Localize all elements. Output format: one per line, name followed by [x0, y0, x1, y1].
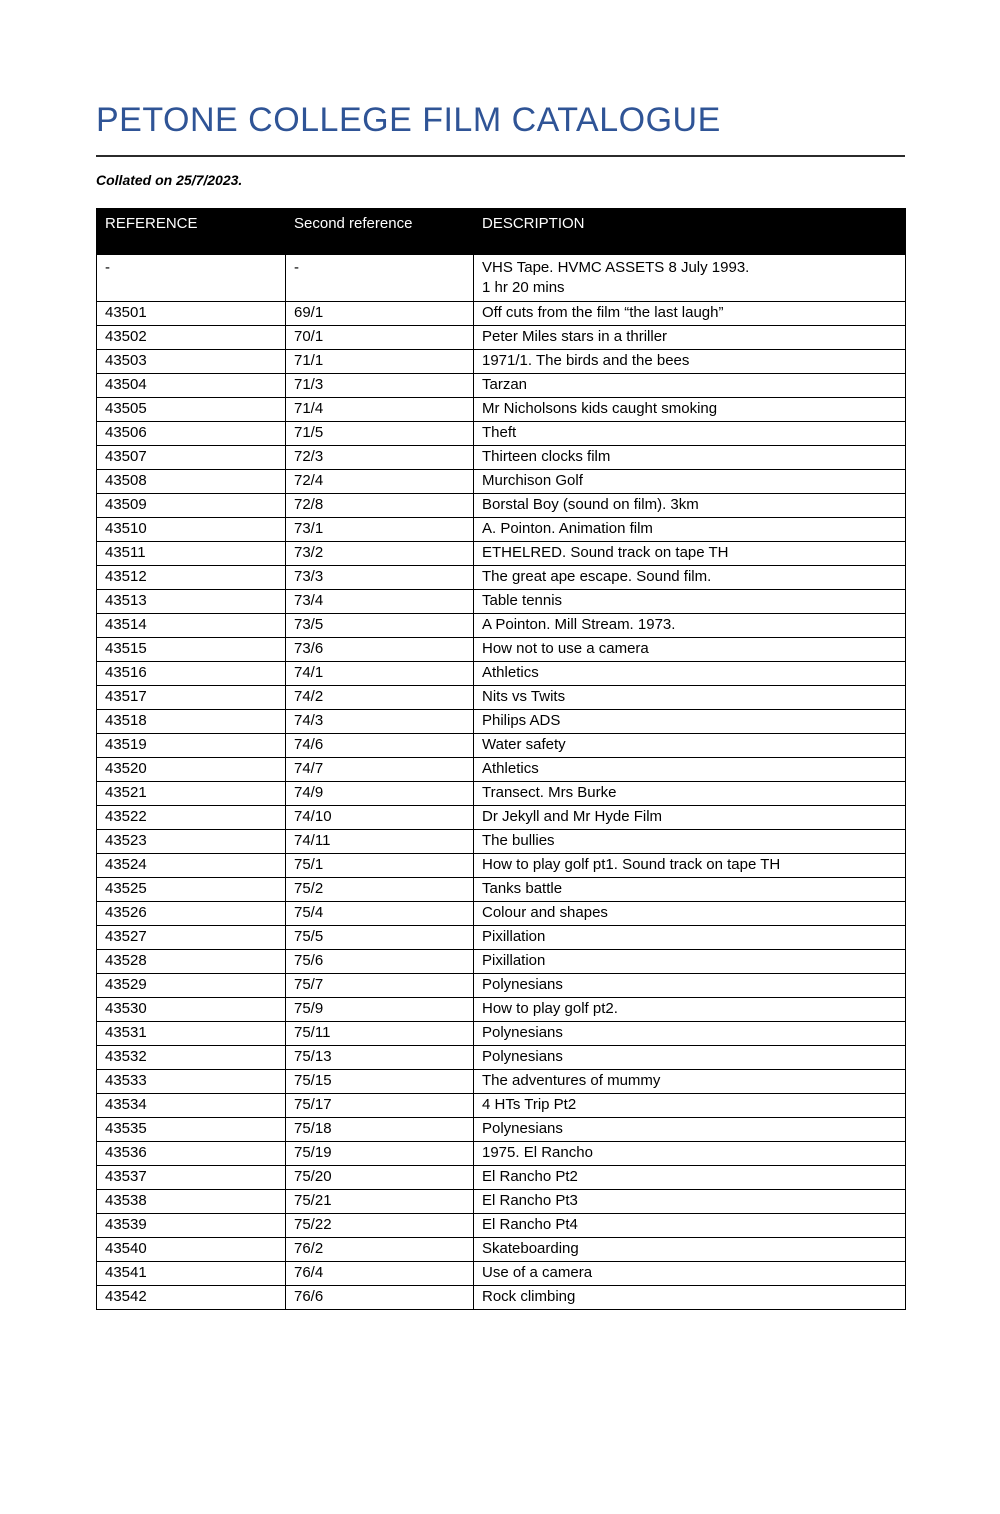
cell-reference: 43529: [97, 973, 286, 997]
cell-description: [474, 349, 906, 373]
cell-description: [474, 757, 906, 781]
table-row: [97, 1261, 906, 1285]
page-title: PETONE COLLEGE FILM CATALOGUE: [96, 100, 905, 157]
table-row: [97, 973, 906, 997]
cell-second-reference: 73/6: [286, 637, 474, 661]
cell-reference: 43526: [97, 901, 286, 925]
cell-second-reference: 75/6: [286, 949, 474, 973]
table-row: [97, 349, 906, 373]
document-page: [0, 100, 1000, 1310]
cell-second-reference: 74/10: [286, 805, 474, 829]
table-row: [97, 397, 906, 421]
cell-description: [474, 925, 906, 949]
table-row: [97, 997, 906, 1021]
table-row: [97, 757, 906, 781]
cell-second-reference: 75/5: [286, 925, 474, 949]
cell-description: [474, 1093, 906, 1117]
description-line: Murchison Golf: [482, 471, 583, 489]
table-row: [97, 1237, 906, 1261]
cell-description: [474, 901, 906, 925]
description-line: Thirteen clocks film: [482, 447, 611, 465]
cell-second-reference: 74/3: [286, 709, 474, 733]
table-row: [97, 613, 906, 637]
cell-second-reference: 75/4: [286, 901, 474, 925]
table-row: [97, 829, 906, 853]
cell-reference: 43538: [97, 1189, 286, 1213]
cell-reference: -: [97, 254, 286, 301]
cell-reference: 43525: [97, 877, 286, 901]
cell-reference: 43514: [97, 613, 286, 637]
description-line: ETHELRED. Sound track on tape TH: [482, 543, 729, 561]
cell-second-reference: 71/5: [286, 421, 474, 445]
catalogue-table: [96, 208, 906, 1310]
cell-description: [474, 1021, 906, 1045]
cell-second-reference: 72/4: [286, 469, 474, 493]
cell-reference: 43502: [97, 325, 286, 349]
description-line: A. Pointon. Animation film: [482, 519, 653, 537]
description-line: How to play golf pt2.: [482, 999, 618, 1017]
cell-reference: 43532: [97, 1045, 286, 1069]
description-line: Table tennis: [482, 591, 563, 609]
description-line: Athletics: [482, 759, 539, 777]
cell-second-reference: 73/5: [286, 613, 474, 637]
table-row: [97, 925, 906, 949]
cell-description: [474, 973, 906, 997]
cell-second-reference: 75/11: [286, 1021, 474, 1045]
description-line: 1971/1. The birds and the bees: [482, 351, 690, 369]
description-line: Skateboarding: [482, 1239, 579, 1257]
table-row: [97, 901, 906, 925]
table-row: [97, 589, 906, 613]
table-row: [97, 949, 906, 973]
cell-description: [474, 709, 906, 733]
description-line: 1 hr 20 mins: [482, 278, 565, 296]
description-line: Polynesians: [482, 1023, 563, 1041]
cell-description: [474, 301, 906, 325]
cell-second-reference: 75/17: [286, 1093, 474, 1117]
cell-second-reference: 72/8: [286, 493, 474, 517]
table-row: [97, 1213, 906, 1237]
description-line: The bullies: [482, 831, 555, 849]
catalogue-table-body: [97, 254, 906, 1309]
description-line: Pixillation: [482, 927, 546, 945]
cell-reference: 43535: [97, 1117, 286, 1141]
cell-reference: 43527: [97, 925, 286, 949]
description-line: Theft: [482, 423, 517, 441]
description-line: Peter Miles stars in a thriller: [482, 327, 668, 345]
table-row: [97, 1045, 906, 1069]
cell-reference: 43528: [97, 949, 286, 973]
description-line: Water safety: [482, 735, 566, 753]
table-row: [97, 637, 906, 661]
cell-description: [474, 949, 906, 973]
cell-description: [474, 254, 906, 301]
cell-second-reference: 75/1: [286, 853, 474, 877]
cell-second-reference: 73/2: [286, 541, 474, 565]
cell-second-reference: 75/18: [286, 1117, 474, 1141]
cell-reference: 43520: [97, 757, 286, 781]
cell-description: [474, 1261, 906, 1285]
table-row: [97, 541, 906, 565]
column-header-second-reference: Second reference: [286, 208, 474, 254]
cell-second-reference: 75/2: [286, 877, 474, 901]
cell-reference: 43523: [97, 829, 286, 853]
cell-second-reference: 74/7: [286, 757, 474, 781]
cell-reference: 43540: [97, 1237, 286, 1261]
table-row: [97, 1165, 906, 1189]
cell-second-reference: 76/2: [286, 1237, 474, 1261]
description-line: Tanks battle: [482, 879, 563, 897]
cell-reference: 43510: [97, 517, 286, 541]
table-row: [97, 1021, 906, 1045]
table-row: [97, 565, 906, 589]
cell-second-reference: 75/13: [286, 1045, 474, 1069]
description-line: Off cuts from the film “the last laugh”: [482, 303, 724, 321]
cell-second-reference: 71/4: [286, 397, 474, 421]
description-line: El Rancho Pt2: [482, 1167, 578, 1185]
description-line: El Rancho Pt3: [482, 1191, 578, 1209]
table-row: [97, 445, 906, 469]
table-row: [97, 469, 906, 493]
description-line: Athletics: [482, 663, 539, 681]
cell-reference: 43534: [97, 1093, 286, 1117]
table-row: [97, 373, 906, 397]
cell-reference: 43533: [97, 1069, 286, 1093]
cell-reference: 43518: [97, 709, 286, 733]
cell-reference: 43537: [97, 1165, 286, 1189]
cell-description: [474, 1045, 906, 1069]
column-header-reference: REFERENCE: [97, 208, 286, 254]
description-line: Use of a camera: [482, 1263, 593, 1281]
description-line: 1975. El Rancho: [482, 1143, 593, 1161]
cell-description: [474, 445, 906, 469]
cell-description: [474, 1285, 906, 1309]
cell-reference: 43509: [97, 493, 286, 517]
cell-description: [474, 469, 906, 493]
description-line: VHS Tape. HVMC ASSETS 8 July 1993.: [482, 258, 750, 276]
table-row: [97, 1069, 906, 1093]
table-row: [97, 661, 906, 685]
cell-description: [474, 517, 906, 541]
table-row: [97, 853, 906, 877]
table-row: [97, 805, 906, 829]
cell-reference: 43522: [97, 805, 286, 829]
cell-description: [474, 397, 906, 421]
description-line: Mr Nicholsons kids caught smoking: [482, 399, 718, 417]
cell-second-reference: 73/1: [286, 517, 474, 541]
cell-second-reference: 73/4: [286, 589, 474, 613]
cell-reference: 43501: [97, 301, 286, 325]
cell-second-reference: 75/7: [286, 973, 474, 997]
cell-description: [474, 1141, 906, 1165]
table-row: [97, 1141, 906, 1165]
table-row: [97, 301, 906, 325]
cell-reference: 43511: [97, 541, 286, 565]
table-row: [97, 685, 906, 709]
cell-reference: 43539: [97, 1213, 286, 1237]
cell-description: [474, 421, 906, 445]
table-row: [97, 781, 906, 805]
table-row: [97, 1093, 906, 1117]
cell-description: [474, 781, 906, 805]
cell-description: [474, 733, 906, 757]
cell-description: [474, 565, 906, 589]
cell-reference: 43512: [97, 565, 286, 589]
description-line: The great ape escape. Sound film.: [482, 567, 712, 585]
cell-second-reference: 74/9: [286, 781, 474, 805]
table-header-row: [97, 208, 906, 254]
cell-second-reference: 74/2: [286, 685, 474, 709]
cell-reference: 43504: [97, 373, 286, 397]
cell-reference: 43508: [97, 469, 286, 493]
table-row: [97, 421, 906, 445]
cell-second-reference: 75/15: [286, 1069, 474, 1093]
description-line: El Rancho Pt4: [482, 1215, 578, 1233]
cell-description: [474, 805, 906, 829]
cell-description: [474, 1117, 906, 1141]
cell-reference: 43513: [97, 589, 286, 613]
cell-reference: 43505: [97, 397, 286, 421]
table-row: [97, 733, 906, 757]
description-line: Philips ADS: [482, 711, 561, 729]
cell-description: [474, 853, 906, 877]
description-line: Pixillation: [482, 951, 546, 969]
collated-note: Collated on 25/7/2023.: [96, 171, 243, 188]
cell-description: [474, 829, 906, 853]
cell-second-reference: 76/4: [286, 1261, 474, 1285]
cell-second-reference: 75/9: [286, 997, 474, 1021]
cell-reference: 43503: [97, 349, 286, 373]
cell-second-reference: 75/20: [286, 1165, 474, 1189]
cell-second-reference: 71/3: [286, 373, 474, 397]
table-row: [97, 1285, 906, 1309]
cell-description: [474, 325, 906, 349]
description-line: The adventures of mummy: [482, 1071, 661, 1089]
table-row: [97, 325, 906, 349]
cell-reference: 43515: [97, 637, 286, 661]
cell-description: [474, 1189, 906, 1213]
cell-reference: 43531: [97, 1021, 286, 1045]
description-line: Polynesians: [482, 1047, 563, 1065]
cell-second-reference: 73/3: [286, 565, 474, 589]
cell-reference: 43516: [97, 661, 286, 685]
table-row: [97, 877, 906, 901]
cell-reference: 43530: [97, 997, 286, 1021]
cell-second-reference: 76/6: [286, 1285, 474, 1309]
table-row: [97, 493, 906, 517]
cell-description: [474, 1069, 906, 1093]
cell-description: [474, 685, 906, 709]
description-line: A Pointon. Mill Stream. 1973.: [482, 615, 676, 633]
table-row: [97, 254, 906, 301]
cell-second-reference: 74/1: [286, 661, 474, 685]
cell-description: [474, 541, 906, 565]
table-row: [97, 709, 906, 733]
cell-reference: 43506: [97, 421, 286, 445]
cell-description: [474, 1165, 906, 1189]
cell-description: [474, 1213, 906, 1237]
description-line: Polynesians: [482, 975, 563, 993]
cell-description: [474, 613, 906, 637]
cell-reference: 43536: [97, 1141, 286, 1165]
cell-description: [474, 997, 906, 1021]
cell-second-reference: 75/21: [286, 1189, 474, 1213]
column-header-description: DESCRIPTION: [474, 208, 906, 254]
cell-description: [474, 661, 906, 685]
cell-description: [474, 877, 906, 901]
description-line: 4 HTs Trip Pt2: [482, 1095, 577, 1113]
table-row: [97, 1117, 906, 1141]
cell-reference: 43542: [97, 1285, 286, 1309]
cell-second-reference: 69/1: [286, 301, 474, 325]
cell-reference: 43541: [97, 1261, 286, 1285]
description-line: Rock climbing: [482, 1287, 576, 1305]
cell-second-reference: 75/19: [286, 1141, 474, 1165]
cell-reference: 43519: [97, 733, 286, 757]
cell-reference: 43524: [97, 853, 286, 877]
cell-second-reference: 70/1: [286, 325, 474, 349]
description-line: Tarzan: [482, 375, 528, 393]
cell-description: [474, 589, 906, 613]
cell-description: [474, 493, 906, 517]
description-line: Colour and shapes: [482, 903, 608, 921]
cell-description: [474, 1237, 906, 1261]
table-row: [97, 517, 906, 541]
description-line: How not to use a camera: [482, 639, 649, 657]
cell-second-reference: 72/3: [286, 445, 474, 469]
description-line: Borstal Boy (sound on film). 3km: [482, 495, 699, 513]
description-line: Transect. Mrs Burke: [482, 783, 617, 801]
description-line: How to play golf pt1. Sound track on tape TH: [482, 855, 781, 873]
description-line: Dr Jekyll and Mr Hyde Film: [482, 807, 663, 825]
cell-second-reference: -: [286, 254, 474, 301]
cell-second-reference: 74/6: [286, 733, 474, 757]
cell-description: [474, 373, 906, 397]
cell-reference: 43517: [97, 685, 286, 709]
description-line: Nits vs Twits: [482, 687, 566, 705]
table-row: [97, 1189, 906, 1213]
description-line: Polynesians: [482, 1119, 563, 1137]
cell-reference: 43521: [97, 781, 286, 805]
cell-second-reference: 75/22: [286, 1213, 474, 1237]
cell-description: [474, 637, 906, 661]
cell-reference: 43507: [97, 445, 286, 469]
cell-second-reference: 71/1: [286, 349, 474, 373]
cell-second-reference: 74/11: [286, 829, 474, 853]
